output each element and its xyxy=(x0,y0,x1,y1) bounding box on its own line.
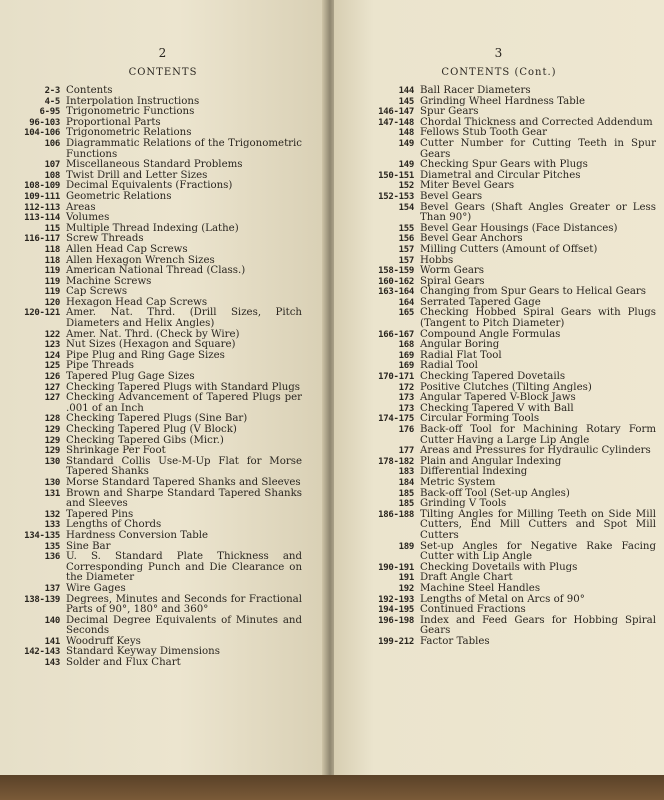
toc-title: Diagrammatic Relations of the Trigonometric Functions xyxy=(66,137,302,160)
toc-title: Areas xyxy=(66,201,96,213)
toc-title: Morse Standard Tapered Shanks and Sleeves xyxy=(66,476,301,488)
toc-page-range: 199-212 xyxy=(378,636,414,647)
toc-title: Miter Bevel Gears xyxy=(420,180,515,192)
toc-title: Areas and Pressures for Hydraulic Cylinders xyxy=(420,445,651,457)
toc-title: Degrees, Minutes and Seconds for Fractional Parts of 90°, 180° and 360° xyxy=(66,593,302,616)
toc-page-range: 177 xyxy=(398,446,414,457)
toc-page-range: 183 xyxy=(398,467,414,478)
toc-page-range: 109-111 xyxy=(24,191,60,202)
toc-page-range: 160-162 xyxy=(378,276,414,287)
toc-page-range: 164 xyxy=(398,297,414,308)
toc-title: Index and Feed Gears for Hobbing Spiral Gears xyxy=(420,614,656,637)
toc-entry xyxy=(354,637,656,648)
toc-entry xyxy=(4,351,302,362)
toc-page-range: 184 xyxy=(398,477,414,488)
toc-entry xyxy=(4,224,302,235)
toc-title: Lengths of Chords xyxy=(66,519,162,531)
toc-title: Checking Advancement of Tapered Plugs per .001 of an Inch xyxy=(66,392,302,414)
toc-page-range: 172 xyxy=(398,382,414,393)
toc-title: Serrated Tapered Gage xyxy=(420,296,541,308)
toc-entry xyxy=(354,139,656,160)
toc-page-range: 144 xyxy=(398,86,414,96)
toc-title: Checking Tapered Gibs (Micr.) xyxy=(66,434,224,446)
toc-page-range: 135 xyxy=(44,541,60,552)
toc-page-range: 2-3 xyxy=(44,86,60,96)
toc-page-range: 189 xyxy=(398,541,414,552)
toc-page-range: 108 xyxy=(44,170,60,181)
toc-title: Checking Dovetails with Plugs xyxy=(420,561,578,573)
toc-page-range: 155 xyxy=(398,223,414,234)
toc-title: Contents xyxy=(66,85,113,96)
toc-page-range: 152 xyxy=(398,181,414,192)
toc-page-range: 194-195 xyxy=(378,605,414,616)
toc-page-range: 4-5 xyxy=(44,96,60,107)
toc-entry xyxy=(4,595,302,616)
toc-page-range: 154 xyxy=(398,202,414,213)
toc-title: Factor Tables xyxy=(420,635,490,647)
toc-title: Back-off Tool for Machining Rotary Form Cutter Having a Large Lip Angle xyxy=(420,424,656,446)
toc-title: Amer. Nat. Thrd. (Drill Sizes, Pitch Diameters and Helix Angles) xyxy=(66,307,302,330)
toc-page-range: 120 xyxy=(44,297,60,308)
toc-page-range: 129 xyxy=(44,425,60,435)
toc-page-range: 174-175 xyxy=(378,414,414,425)
toc-page-range: 157 xyxy=(398,244,414,255)
toc-page-range: 168 xyxy=(398,340,414,351)
toc-title: U. S. Standard Plate Thickness and Corresponding Punch and Die Clearance on the Diameter xyxy=(66,551,302,584)
toc-title: Checking Tapered V with Ball xyxy=(420,402,574,414)
toc-title: American National Thread (Class.) xyxy=(66,265,246,277)
toc-page-range: 147-148 xyxy=(378,117,414,128)
table-edge xyxy=(0,775,664,800)
toc-entry xyxy=(354,351,656,362)
toc-title: Volumes xyxy=(66,212,110,224)
toc-title: Machine Steel Handles xyxy=(420,582,541,594)
toc-title: Allen Hexagon Wrench Sizes xyxy=(66,254,215,266)
toc-title: Milling Cutters (Amount of Offset) xyxy=(420,243,598,255)
toc-title: Geometric Relations xyxy=(66,190,172,202)
toc-page-range: 107 xyxy=(44,160,60,171)
toc-page-range: 122 xyxy=(44,329,60,340)
toc-page-range: 124 xyxy=(44,350,60,361)
toc-title: Solder and Flux Chart xyxy=(66,657,181,669)
toc-title: Chordal Thickness and Corrected Addendum xyxy=(420,116,653,128)
toc-page-range: 119 xyxy=(44,287,60,298)
toc-title: Interpolation Instructions xyxy=(66,95,200,107)
toc-title: Brown and Sharpe Standard Tapered Shanks and Sleeves xyxy=(66,487,302,510)
toc-entry xyxy=(4,393,302,414)
toc-title: Diametral and Circular Pitches xyxy=(420,169,581,181)
toc-page-range: 191 xyxy=(398,573,414,584)
toc-title: Hobbs xyxy=(420,254,454,266)
toc-entry xyxy=(354,256,656,267)
toc-title: Fellows Stub Tooth Gear xyxy=(420,127,548,139)
toc-title: Standard Keyway Dimensions xyxy=(66,646,220,658)
toc-list xyxy=(4,86,302,669)
toc-title: Checking Tapered Plugs with Standard Plugs xyxy=(66,381,301,393)
toc-title: Machine Screws xyxy=(66,275,152,287)
toc-page-range: 119 xyxy=(44,276,60,287)
toc-title: Woodruff Keys xyxy=(66,635,141,647)
toc-title: Checking Hobbed Spiral Gears with Plugs (Tangent to Pitch Diameter) xyxy=(420,307,656,330)
toc-title: Compound Angle Formulas xyxy=(420,328,561,340)
toc-title: Bevel Gears xyxy=(420,190,483,202)
toc-page-range: 170-171 xyxy=(378,372,414,383)
toc-title: Differential Indexing xyxy=(420,466,528,478)
toc-title: Decimal Equivalents (Fractions) xyxy=(66,180,233,192)
toc-title: Cap Screws xyxy=(66,286,128,298)
toc-page-range: 141 xyxy=(44,636,60,647)
toc-page-range: 186-188 xyxy=(378,509,414,520)
toc-page-range: 134-135 xyxy=(24,530,60,541)
toc-title: Twist Drill and Letter Sizes xyxy=(66,169,208,181)
toc-entry xyxy=(354,330,656,341)
toc-entry xyxy=(4,192,302,203)
toc-entry xyxy=(4,478,302,489)
toc-title: Bevel Gears (Shaft Angles Greater or Less Than 90°) xyxy=(420,201,656,224)
toc-title: Trigonometric Functions xyxy=(66,106,195,118)
toc-entry xyxy=(4,266,302,277)
toc-page-range: 145 xyxy=(398,96,414,107)
toc-entry xyxy=(354,467,656,478)
toc-page-range: 133 xyxy=(44,520,60,531)
toc-entry xyxy=(4,203,302,214)
toc-page-range: 146-147 xyxy=(378,107,414,118)
toc-page-range: 173 xyxy=(398,393,414,404)
toc-title: Radial Tool xyxy=(420,360,478,372)
toc-page-range: 148 xyxy=(398,128,414,139)
toc-title: Metric System xyxy=(420,476,496,488)
toc-page-range: 129 xyxy=(44,435,60,446)
toc-title: Standard Collis Use-M-Up Flat for Morse Tapered Shanks xyxy=(66,455,302,478)
toc-title: Checking Tapered Plugs (Sine Bar) xyxy=(66,413,248,425)
toc-entry xyxy=(354,192,656,203)
contents-heading: CONTENTS xyxy=(128,67,198,78)
page-number: 2 xyxy=(158,46,168,60)
toc-page-range: 152-153 xyxy=(378,191,414,202)
toc-page-range: 131 xyxy=(44,488,60,499)
right-page xyxy=(334,0,664,775)
toc-page-range: 112-113 xyxy=(24,202,60,213)
toc-page-range: 185 xyxy=(398,488,414,499)
toc-entry xyxy=(4,86,302,97)
toc-page-range: 138-139 xyxy=(24,594,60,605)
toc-title: Positive Clutches (Tilting Angles) xyxy=(420,381,592,393)
left-page xyxy=(0,0,326,775)
toc-title: Spiral Gears xyxy=(420,275,485,287)
toc-page-range: 126 xyxy=(44,372,60,383)
toc-page-range: 192 xyxy=(398,583,414,594)
toc-page-range: 140 xyxy=(44,615,60,626)
toc-entry xyxy=(4,658,302,669)
toc-page-range: 118 xyxy=(44,255,60,266)
toc-title: Screw Threads xyxy=(66,233,144,245)
toc-page-range: 143 xyxy=(44,658,60,669)
toc-page-range: 165 xyxy=(398,308,414,319)
toc-title: Miscellaneous Standard Problems xyxy=(66,159,243,171)
toc-entry xyxy=(354,542,656,563)
toc-entry xyxy=(4,552,302,584)
toc-page-range: 192-193 xyxy=(378,594,414,605)
toc-page-range: 130 xyxy=(44,456,60,467)
toc-entry xyxy=(354,478,656,489)
toc-page-range: 157 xyxy=(398,255,414,266)
toc-page-range: 149 xyxy=(398,160,414,171)
toc-title: Hexagon Head Cap Screws xyxy=(66,296,208,308)
toc-page-range: 136 xyxy=(44,552,60,563)
toc-title: Sine Bar xyxy=(66,540,111,552)
toc-title: Checking Tapered Plug (V Block) xyxy=(66,424,237,435)
toc-entry xyxy=(354,181,656,192)
toc-title: Tapered Pins xyxy=(66,508,134,520)
toc-page-range: 116-117 xyxy=(24,234,60,245)
toc-entry xyxy=(4,584,302,595)
toc-title: Lengths of Metal on Arcs of 90° xyxy=(420,593,585,605)
toc-page-range: 118 xyxy=(44,244,60,255)
toc-entry xyxy=(4,531,302,542)
toc-entry xyxy=(354,203,656,224)
toc-page-range: 127 xyxy=(44,382,60,393)
toc-title: Angular Tapered V-Block Jaws xyxy=(420,392,576,404)
toc-page-range: 104-106 xyxy=(24,128,60,139)
toc-title: Grinding V Tools xyxy=(420,498,507,510)
toc-entry xyxy=(4,489,302,510)
toc-entry xyxy=(354,97,656,108)
toc-page-range: 120-121 xyxy=(24,308,60,319)
toc-page-range: 96-103 xyxy=(29,117,60,128)
toc-title: Tapered Plug Gage Sizes xyxy=(66,371,195,383)
toc-page-range: 129 xyxy=(44,446,60,457)
toc-entry xyxy=(354,425,656,446)
toc-title: Tilting Angles for Milling Teeth on Side Mill Cutters, End Mill Cutters and Spot Mill Cutters xyxy=(420,508,656,541)
toc-page-range: 127 xyxy=(44,393,60,404)
toc-page-range: 178-182 xyxy=(378,456,414,467)
toc-page-range: 169 xyxy=(398,350,414,361)
toc-title: Ball Racer Diameters xyxy=(420,85,531,96)
toc-title: Worm Gears xyxy=(420,265,485,277)
toc-title: Bevel Gear Housings (Face Distances) xyxy=(420,222,618,234)
toc-entry xyxy=(4,616,302,637)
toc-page-range: 137 xyxy=(44,583,60,594)
page-number: 3 xyxy=(494,46,504,60)
toc-title: Grinding Wheel Hardness Table xyxy=(420,95,586,107)
toc-entry xyxy=(354,340,656,351)
toc-title: Draft Angle Chart xyxy=(420,572,513,584)
toc-page-range: 173 xyxy=(398,403,414,414)
toc-page-range: 130 xyxy=(44,477,60,488)
toc-page-range: 156 xyxy=(398,234,414,245)
toc-title: Set-up Angles for Negative Rake Facing Cutter with Lip Angle xyxy=(420,540,656,563)
toc-entry xyxy=(4,425,302,436)
toc-page-range: 150-151 xyxy=(378,170,414,181)
toc-entry xyxy=(4,139,302,160)
toc-page-range: 176 xyxy=(398,425,414,435)
toc-page-range: 132 xyxy=(44,509,60,520)
toc-page-range: 106 xyxy=(44,138,60,149)
toc-entry xyxy=(354,266,656,277)
toc-title: Continued Fractions xyxy=(420,604,526,616)
toc-page-range: 115 xyxy=(44,223,60,234)
toc-page-range: 166-167 xyxy=(378,329,414,340)
toc-title: Decimal Degree Equivalents of Minutes and Seconds xyxy=(66,614,302,637)
toc-title: Allen Head Cap Screws xyxy=(66,243,188,255)
toc-title: Nut Sizes (Hexagon and Square) xyxy=(66,339,236,351)
toc-page-range: 125 xyxy=(44,361,60,372)
toc-title: Pipe Plug and Ring Gage Sizes xyxy=(66,349,225,361)
toc-title: Circular Forming Tools xyxy=(420,413,540,425)
toc-page-range: 108-109 xyxy=(24,181,60,192)
toc-page-range: 190-191 xyxy=(378,562,414,573)
toc-title: Angular Boring xyxy=(420,339,500,351)
toc-page-range: 128 xyxy=(44,414,60,425)
toc-page-range: 6-95 xyxy=(39,107,60,118)
toc-page-range: 149 xyxy=(398,138,414,149)
toc-title: Multiple Thread Indexing (Lathe) xyxy=(66,222,239,234)
toc-title: Trigonometric Relations xyxy=(66,127,192,139)
toc-entry xyxy=(354,510,656,542)
toc-entry xyxy=(4,457,302,478)
contents-heading: CONTENTS (Cont.) xyxy=(441,67,557,78)
toc-title: Shrinkage Per Foot xyxy=(66,445,166,457)
toc-page-range: 123 xyxy=(44,340,60,351)
toc-title: Wire Gages xyxy=(66,582,126,594)
toc-list xyxy=(354,86,656,647)
toc-title: Back-off Tool (Set-up Angles) xyxy=(420,487,570,499)
toc-title: Changing from Spur Gears to Helical Gears xyxy=(420,286,647,298)
toc-entry xyxy=(4,308,302,329)
toc-entry xyxy=(354,616,656,637)
toc-title: Amer. Nat. Thrd. (Check by Wire) xyxy=(66,328,240,340)
toc-title: Cutter Number for Cutting Teeth in Spur Gears xyxy=(420,137,656,160)
toc-title: Proportional Parts xyxy=(66,116,161,128)
toc-title: Hardness Conversion Table xyxy=(66,529,209,541)
toc-entry xyxy=(4,277,302,288)
toc-page-range: 142-143 xyxy=(24,647,60,658)
toc-title: Bevel Gear Anchors xyxy=(420,233,523,245)
toc-page-range: 158-159 xyxy=(378,266,414,277)
toc-title: Spur Gears xyxy=(420,106,479,118)
toc-page-range: 119 xyxy=(44,266,60,277)
toc-title: Pipe Threads xyxy=(66,360,134,372)
toc-entry xyxy=(4,245,302,256)
toc-page-range: 196-198 xyxy=(378,615,414,626)
toc-title: Checking Spur Gears with Plugs xyxy=(420,159,588,171)
toc-entry xyxy=(354,584,656,595)
toc-title: Checking Tapered Dovetails xyxy=(420,371,566,383)
toc-page-range: 169 xyxy=(398,361,414,372)
toc-title: Radial Flat Tool xyxy=(420,349,502,361)
toc-page-range: 113-114 xyxy=(24,213,60,224)
toc-page-range: 163-164 xyxy=(378,287,414,298)
toc-entry xyxy=(354,245,656,256)
toc-title: Plain and Angular Indexing xyxy=(420,455,562,467)
toc-entry xyxy=(354,86,656,97)
toc-entry xyxy=(354,308,656,329)
toc-page-range: 185 xyxy=(398,499,414,510)
